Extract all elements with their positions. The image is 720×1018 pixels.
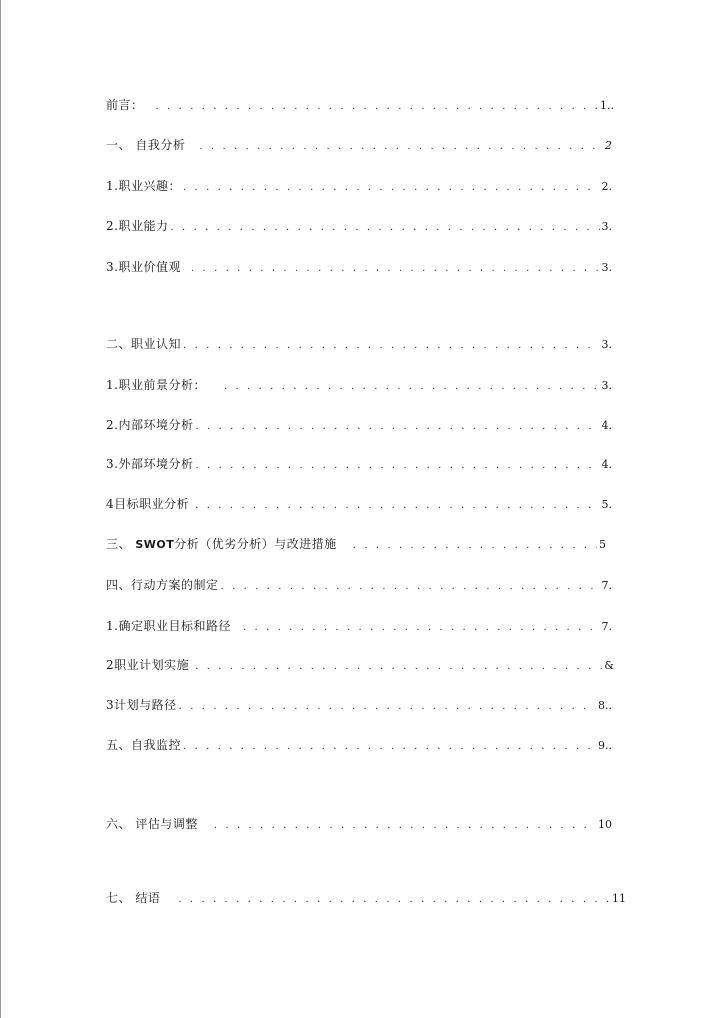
toc-title-bold: SWOT xyxy=(135,538,175,551)
toc-dot-leader xyxy=(214,818,596,834)
toc-entry-action-plan[interactable] xyxy=(106,577,612,595)
toc-entry-title: 2职业计划实施 xyxy=(106,658,190,672)
toc-entry-page: 5 xyxy=(599,538,606,551)
toc-entry-plan-implementation[interactable] xyxy=(106,657,614,675)
toc-entry-career-prospect[interactable] xyxy=(106,377,612,395)
toc-entry-title: 1.职业兴趣： xyxy=(106,179,181,193)
toc-entry-career-values[interactable] xyxy=(106,259,612,277)
toc-dot-leader xyxy=(353,538,597,554)
toc-entry-title: 3.外部环境分析 xyxy=(106,457,194,471)
toc-entry-page: 3. xyxy=(601,338,612,351)
toc-dot-leader xyxy=(183,739,596,755)
toc-entry-title: 二、职业认知 xyxy=(106,337,182,351)
toc-entry-title: 1.职业前景分析： xyxy=(106,378,206,392)
page-border xyxy=(0,0,1,1018)
toc-entry-page: 3. xyxy=(601,220,612,233)
toc-entry-title: 七、 结语 xyxy=(106,891,161,905)
toc-entry-title: 2.内部环境分析 xyxy=(106,418,194,432)
toc-entry-page: 4. xyxy=(601,419,612,432)
toc-entry-title: 六、 评估与调整 xyxy=(106,817,198,831)
toc-entry-page: 7. xyxy=(601,620,612,633)
toc-entry-title: 一、 自我分析 xyxy=(106,138,186,152)
toc-entry-evaluation[interactable] xyxy=(106,816,612,834)
toc-entry-page: 7. xyxy=(601,579,612,592)
toc-entry-external-environment[interactable] xyxy=(106,456,612,474)
toc-title-suffix: 分析（优劣分析）与改进措施 xyxy=(174,537,337,551)
toc-dot-leader xyxy=(195,659,602,675)
toc-entry-page: 2 xyxy=(605,139,612,152)
toc-entry-title: 3计划与路径 xyxy=(106,698,177,712)
toc-entry-internal-environment[interactable] xyxy=(106,417,612,435)
toc-entry-title xyxy=(106,536,337,553)
toc-dot-leader xyxy=(191,261,600,277)
toc-entry-title: 3.职业价值观 xyxy=(106,260,181,274)
toc-entry-title: 4目标职业分析 xyxy=(106,497,190,511)
toc-dot-leader xyxy=(221,579,600,595)
toc-entry-page: 11 xyxy=(612,892,626,905)
toc-entry-title: 前言： xyxy=(106,98,144,112)
toc-entry-page: 4. xyxy=(601,458,612,471)
toc-dot-leader xyxy=(183,338,599,354)
toc-entry-conclusion[interactable] xyxy=(106,890,626,908)
toc-dot-leader xyxy=(179,699,596,715)
toc-entry-page: 3. xyxy=(601,379,612,392)
toc-dot-leader xyxy=(178,892,610,908)
toc-entry-page: 8.. xyxy=(598,699,612,712)
toc-entry-page: & xyxy=(604,659,614,672)
toc-entry-preface[interactable] xyxy=(106,97,614,115)
toc-entry-self-monitoring[interactable] xyxy=(106,737,612,755)
toc-dot-leader xyxy=(199,139,603,155)
toc-dot-leader xyxy=(183,180,600,196)
toc-title-prefix: 三、 xyxy=(106,537,136,551)
toc-dot-leader xyxy=(243,620,600,636)
toc-entry-plan-path[interactable] xyxy=(106,697,612,715)
toc-dot-leader xyxy=(224,379,600,395)
toc-entry-self-analysis[interactable] xyxy=(106,137,612,155)
toc-entry-career-interest[interactable] xyxy=(106,178,612,196)
toc-entry-page: 1.. xyxy=(600,99,614,112)
toc-dot-leader xyxy=(156,99,598,115)
toc-entry-title: 五、自我监控 xyxy=(106,738,182,752)
toc-dot-leader xyxy=(195,458,599,474)
toc-entry-title: 1.确定职业目标和路径 xyxy=(106,619,231,633)
toc-entry-page: 10 xyxy=(598,818,612,831)
toc-entry-career-cognition[interactable] xyxy=(106,336,612,354)
toc-entry-target-career[interactable] xyxy=(106,496,612,514)
toc-dot-leader xyxy=(195,498,599,514)
toc-entry-career-goal[interactable] xyxy=(106,618,612,636)
toc-entry-page: 5. xyxy=(601,498,612,511)
toc-entry-title: 2.职业能力 xyxy=(106,219,169,233)
toc-entry-title: 四、行动方案的制定 xyxy=(106,578,219,592)
toc-entry-swot[interactable] xyxy=(106,536,606,554)
toc-entry-page: 9.. xyxy=(598,739,612,752)
toc-dot-leader xyxy=(170,220,599,236)
toc-entry-page: 3. xyxy=(601,261,612,274)
toc-dot-leader xyxy=(195,419,599,435)
toc-entry-page: 2. xyxy=(601,180,612,193)
toc-entry-career-ability[interactable] xyxy=(106,218,612,236)
